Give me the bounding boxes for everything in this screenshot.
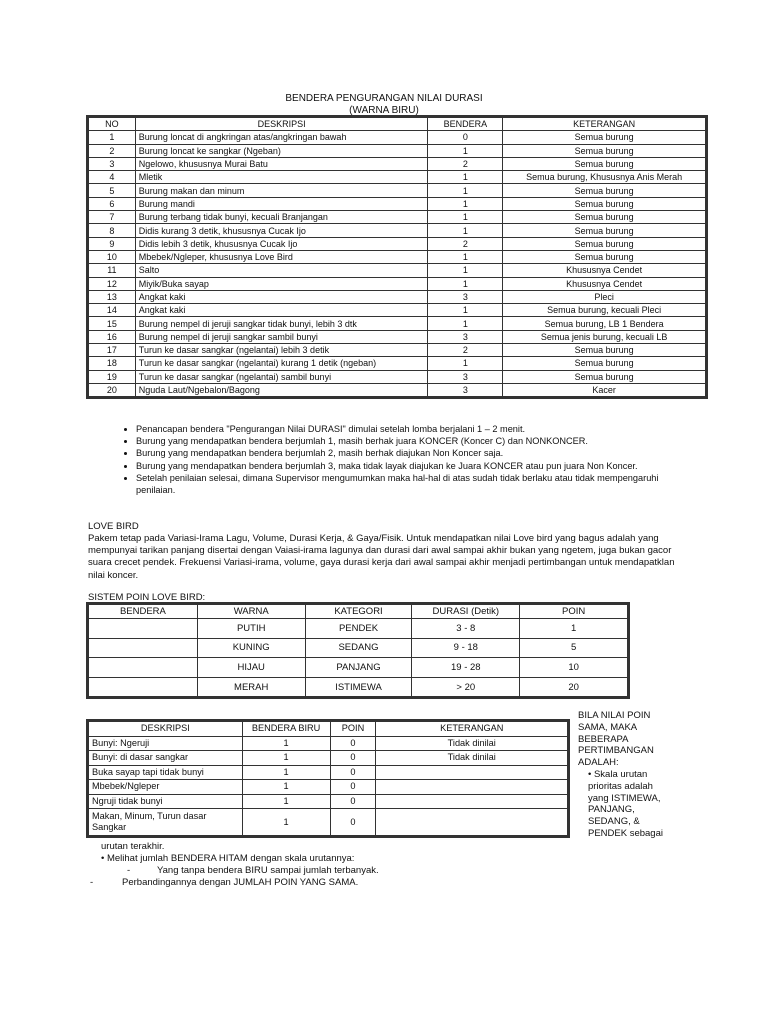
- row-keterangan: Semua burung: [503, 370, 706, 383]
- love-bird-heading: LOVE BIRD: [88, 521, 139, 532]
- row-durasi: 3 - 8: [412, 619, 520, 639]
- row-deskripsi: Burung makan dan minum: [135, 184, 428, 197]
- row-bendera: 3: [428, 370, 503, 383]
- header-bendera-biru: BENDERA BIRU: [242, 722, 330, 737]
- side-note-line: PERTIMBANGAN: [578, 745, 654, 757]
- header-warna: WARNA: [197, 605, 305, 619]
- row-keterangan: Semua burung: [503, 224, 706, 237]
- bottom-line-1: urutan terakhir.: [101, 841, 165, 852]
- row-no: 6: [89, 197, 136, 210]
- bullet-item: • Setelah penilaian selesai, dimana Supervisor mengumumkan maka hal-hal di atas sudah tidak berlaku atau tidak mempengaruhi penilaian.: [136, 472, 696, 496]
- row-kategori: PANJANG: [305, 658, 412, 678]
- side-note-bullet-line: prioritas adalah: [588, 780, 653, 792]
- row-deskripsi: Ngelowo, khususnya Murai Batu: [135, 157, 428, 170]
- row-bendera-biru: 1: [242, 780, 330, 795]
- row-bendera: [89, 658, 198, 678]
- row-keterangan: Khususnya Cendet: [503, 264, 706, 277]
- row-keterangan: Semua burung: [503, 250, 706, 263]
- side-note-bullet-line: • Skala urutan: [588, 768, 648, 780]
- table-row: [89, 370, 706, 383]
- row-bendera: 2: [428, 157, 503, 170]
- row-keterangan: Khususnya Cendet: [503, 277, 706, 290]
- row-durasi: 9 - 18: [412, 638, 520, 658]
- row-keterangan: Tidak dinilai: [376, 736, 568, 751]
- row-deskripsi: Mbebek/Ngleper, khususnya Love Bird: [135, 250, 428, 263]
- row-no: 20: [89, 383, 136, 396]
- row-deskripsi: Nguda Laut/Ngebalon/Bagong: [135, 383, 428, 396]
- row-deskripsi: Angkat kaki: [135, 304, 428, 317]
- row-no: 10: [89, 250, 136, 263]
- row-bendera: 0: [428, 131, 503, 144]
- penalty-flag-table: [88, 117, 706, 397]
- row-bendera-biru: 1: [242, 736, 330, 751]
- table-row: [89, 304, 706, 317]
- row-bendera: 2: [428, 237, 503, 250]
- bullet-item: • Burung yang mendapatkan bendera berjumlah 2, masih berhak diajukan Non Koncer saja.: [136, 447, 696, 459]
- row-deskripsi: Turun ke dasar sangkar (ngelantai) sambil bunyi: [135, 370, 428, 383]
- table-row: [89, 224, 706, 237]
- row-deskripsi: Burung nempel di jeruji sangkar tidak bunyi, lebih 3 dtk: [135, 317, 428, 330]
- header-deskripsi: DESKRIPSI: [89, 722, 243, 737]
- row-warna: MERAH: [197, 677, 305, 697]
- header-poin: POIN: [520, 605, 628, 619]
- table-header-row: [89, 722, 568, 737]
- row-no: 15: [89, 317, 136, 330]
- table-row: [89, 157, 706, 170]
- row-kategori: PENDEK: [305, 619, 412, 639]
- bottom-line-2: • Melihat jumlah BENDERA HITAM dengan skala urutannya:: [101, 853, 355, 864]
- row-keterangan: Semua burung, kecuali Pleci: [503, 304, 706, 317]
- row-no: 4: [89, 171, 136, 184]
- row-kategori: SEDANG: [305, 638, 412, 658]
- row-bendera: 1: [428, 317, 503, 330]
- row-no: 14: [89, 304, 136, 317]
- row-bendera: [89, 677, 198, 697]
- row-deskripsi: Didis lebih 3 detik, khususnya Cucak Ijo: [135, 237, 428, 250]
- row-no: 5: [89, 184, 136, 197]
- bullet-item: • Burung yang mendapatkan bendera berjumlah 1, masih berhak juara KONCER (Koncer C) dan NONKONCER.: [136, 435, 696, 447]
- row-deskripsi: Burung terbang tidak bunyi, kecuali Branjangan: [135, 211, 428, 224]
- side-note-bullet-line: SEDANG, &: [588, 816, 640, 828]
- header-keterangan: KETERANGAN: [376, 722, 568, 737]
- row-poin: 0: [330, 765, 376, 780]
- table-row: [89, 250, 706, 263]
- table-row: [89, 197, 706, 210]
- row-no: 13: [89, 290, 136, 303]
- header-no: NO: [89, 118, 136, 131]
- row-deskripsi: Miyik/Buka sayap: [135, 277, 428, 290]
- row-no: 1: [89, 131, 136, 144]
- sistem-poin-heading: SISTEM POIN LOVE BIRD:: [88, 592, 206, 603]
- row-bendera: 3: [428, 290, 503, 303]
- side-note-bullet-line: PANJANG,: [588, 804, 635, 816]
- table-row: [89, 751, 568, 766]
- row-bendera: 1: [428, 357, 503, 370]
- table-row: [89, 765, 568, 780]
- row-no: 12: [89, 277, 136, 290]
- row-keterangan: Semua burung: [503, 211, 706, 224]
- row-bendera: [89, 619, 198, 639]
- row-bendera: 3: [428, 383, 503, 396]
- row-keterangan: Semua burung: [503, 157, 706, 170]
- row-bendera: 1: [428, 250, 503, 263]
- row-deskripsi: Mletik: [135, 171, 428, 184]
- table-row: [89, 809, 568, 836]
- row-warna: HIJAU: [197, 658, 305, 678]
- table-header-row: [89, 118, 706, 131]
- row-no: 18: [89, 357, 136, 370]
- row-deskripsi: Turun ke dasar sangkar (ngelantai) kurang 1 detik (ngeban): [135, 357, 428, 370]
- row-deskripsi: Burung loncat di angkringan atas/angkringan bawah: [135, 131, 428, 144]
- row-no: 2: [89, 144, 136, 157]
- table-row: [89, 383, 706, 396]
- row-bendera: 1: [428, 171, 503, 184]
- table-row: [89, 184, 706, 197]
- row-poin: 1: [520, 619, 628, 639]
- table-row: [89, 619, 628, 639]
- table-row: [89, 264, 706, 277]
- row-no: 3: [89, 157, 136, 170]
- header-deskripsi: DESKRIPSI: [135, 118, 428, 131]
- table-row: [89, 171, 706, 184]
- row-keterangan: Semua burung: [503, 184, 706, 197]
- row-deskripsi: Buka sayap tapi tidak bunyi: [89, 765, 243, 780]
- sistem-poin-table: [88, 604, 628, 697]
- table-row: [89, 344, 706, 357]
- row-keterangan: [376, 765, 568, 780]
- table-row: [89, 794, 568, 809]
- row-keterangan: [376, 780, 568, 795]
- row-keterangan: Pleci: [503, 290, 706, 303]
- row-poin: 5: [520, 638, 628, 658]
- row-bendera: 1: [428, 264, 503, 277]
- side-note-bullet-line: PENDEK sebagai: [588, 827, 663, 839]
- row-bendera-biru: 1: [242, 794, 330, 809]
- row-poin: 10: [520, 658, 628, 678]
- row-bendera: 1: [428, 211, 503, 224]
- row-bendera: 3: [428, 330, 503, 343]
- table-row: [89, 357, 706, 370]
- row-durasi: 19 - 28: [412, 658, 520, 678]
- row-poin: 20: [520, 677, 628, 697]
- table-row: [89, 677, 628, 697]
- table-row: [89, 638, 628, 658]
- row-no: 19: [89, 370, 136, 383]
- row-poin: 0: [330, 751, 376, 766]
- bottom-dash-1: -: [127, 865, 131, 876]
- row-keterangan: Semua burung: [503, 237, 706, 250]
- row-deskripsi: Burung mandi: [135, 197, 428, 210]
- row-keterangan: Semua burung, LB 1 Bendera: [503, 317, 706, 330]
- row-deskripsi: Didis kurang 3 detik, khususnya Cucak Ijo: [135, 224, 428, 237]
- love-bird-paragraph: Pakem tetap pada Variasi-Irama Lagu, Volume, Durasi Kerja, & Gaya/Fisik. Untuk mendapatkan nilai Love bird yang bagus adalah yang mempunyai tarikan panjang disertai dengan Vaiasi-irama lagunya dan durasi dari awal sampai akhir bukan yang ngetem, juga bukan gacor suara crecet pendek. Frekuensi Variasi-irama, volume, gaya durasi kerja dari awal sampai akhir menjadi pertimbangan untuk mendapatklan nilai koncer.: [88, 533, 675, 581]
- table-row: [89, 330, 706, 343]
- side-note-line: BEBERAPA: [578, 733, 629, 745]
- side-note-line: BILA NILAI POIN: [578, 710, 651, 721]
- table-title: BENDERA PENGURANGAN NILAI DURASI: [285, 93, 483, 104]
- side-note-bullet-line: yang ISTIMEWA,: [588, 792, 661, 804]
- row-poin: 0: [330, 736, 376, 751]
- header-poin: POIN: [330, 722, 376, 737]
- row-keterangan: [376, 809, 568, 836]
- row-deskripsi: Bunyi: Ngeruji: [89, 736, 243, 751]
- row-deskripsi: Bunyi: di dasar sangkar: [89, 751, 243, 766]
- row-warna: KUNING: [197, 638, 305, 658]
- side-note-line: ADALAH:: [578, 757, 619, 769]
- header-durasi: DURASI (Detik): [412, 605, 520, 619]
- table-row: [89, 658, 628, 678]
- row-bendera: 1: [428, 197, 503, 210]
- row-deskripsi: Salto: [135, 264, 428, 277]
- row-bendera: [89, 638, 198, 658]
- bullet-item: • Penancapan bendera "Pengurangan Nilai DURASI" dimulai setelah lomba berjalani 1 – 2 menit.: [136, 423, 696, 435]
- row-deskripsi: Makan, Minum, Turun dasar Sangkar: [89, 809, 243, 836]
- row-deskripsi: Burung loncat ke sangkar (Ngeban): [135, 144, 428, 157]
- bottom-line-4: Perbandingannya dengan JUMLAH POIN YANG SAMA.: [122, 877, 359, 888]
- row-keterangan: [376, 794, 568, 809]
- table-subtitle: (WARNA BIRU): [349, 105, 419, 116]
- table-row: [89, 144, 706, 157]
- row-bendera: 1: [428, 184, 503, 197]
- table-row: [89, 211, 706, 224]
- row-deskripsi: Ngruji tidak bunyi: [89, 794, 243, 809]
- table-header-row: [89, 605, 628, 619]
- table-row: [89, 780, 568, 795]
- row-keterangan: Semua burung: [503, 344, 706, 357]
- row-poin: 0: [330, 780, 376, 795]
- header-keterangan: KETERANGAN: [503, 118, 706, 131]
- side-note-line: SAMA, MAKA: [578, 721, 638, 733]
- row-keterangan: Semua burung, Khususnya Anis Merah: [503, 171, 706, 184]
- row-no: 8: [89, 224, 136, 237]
- rules-bullet-list: [110, 423, 696, 496]
- row-bendera-biru: 1: [242, 751, 330, 766]
- blue-flag-table: [88, 721, 568, 836]
- table-row: [89, 317, 706, 330]
- row-durasi: > 20: [412, 677, 520, 697]
- header-bendera: BENDERA: [89, 605, 198, 619]
- row-deskripsi: Burung nempel di jeruji sangkar sambil bunyi: [135, 330, 428, 343]
- row-warna: PUTIH: [197, 619, 305, 639]
- row-no: 9: [89, 237, 136, 250]
- row-no: 16: [89, 330, 136, 343]
- row-bendera: 1: [428, 304, 503, 317]
- row-deskripsi: Mbebek/Ngleper: [89, 780, 243, 795]
- row-bendera-biru: 1: [242, 765, 330, 780]
- header-bendera: BENDERA: [428, 118, 503, 131]
- row-keterangan: Semua burung: [503, 144, 706, 157]
- row-bendera: 1: [428, 224, 503, 237]
- table-row: [89, 290, 706, 303]
- row-bendera: 2: [428, 344, 503, 357]
- table-row: [89, 736, 568, 751]
- row-kategori: ISTIMEWA: [305, 677, 412, 697]
- row-no: 11: [89, 264, 136, 277]
- table-row: [89, 237, 706, 250]
- row-poin: 0: [330, 809, 376, 836]
- row-keterangan: Kacer: [503, 383, 706, 396]
- row-poin: 0: [330, 794, 376, 809]
- row-keterangan: Semua burung: [503, 197, 706, 210]
- row-bendera: 1: [428, 144, 503, 157]
- row-keterangan: Semua burung: [503, 357, 706, 370]
- bottom-dash-2: -: [90, 877, 94, 888]
- row-bendera-biru: 1: [242, 809, 330, 836]
- row-deskripsi: Angkat kaki: [135, 290, 428, 303]
- row-no: 7: [89, 211, 136, 224]
- row-deskripsi: Turun ke dasar sangkar (ngelantai) lebih 3 detik: [135, 344, 428, 357]
- bottom-line-3: Yang tanpa bendera BIRU sampai jumlah terbanyak.: [157, 865, 379, 876]
- table-row: [89, 277, 706, 290]
- side-note: [578, 710, 688, 840]
- row-no: 17: [89, 344, 136, 357]
- row-keterangan: Semua jenis burung, kecuali LB: [503, 330, 706, 343]
- row-bendera: 1: [428, 277, 503, 290]
- table-row: [89, 131, 706, 144]
- row-keterangan: Tidak dinilai: [376, 751, 568, 766]
- row-keterangan: Semua burung: [503, 131, 706, 144]
- bullet-item: • Burung yang mendapatkan bendera berjumlah 3, maka tidak layak diajukan ke Juara KONCER atau pun juara Non Koncer.: [136, 460, 696, 472]
- header-kategori: KATEGORI: [305, 605, 412, 619]
